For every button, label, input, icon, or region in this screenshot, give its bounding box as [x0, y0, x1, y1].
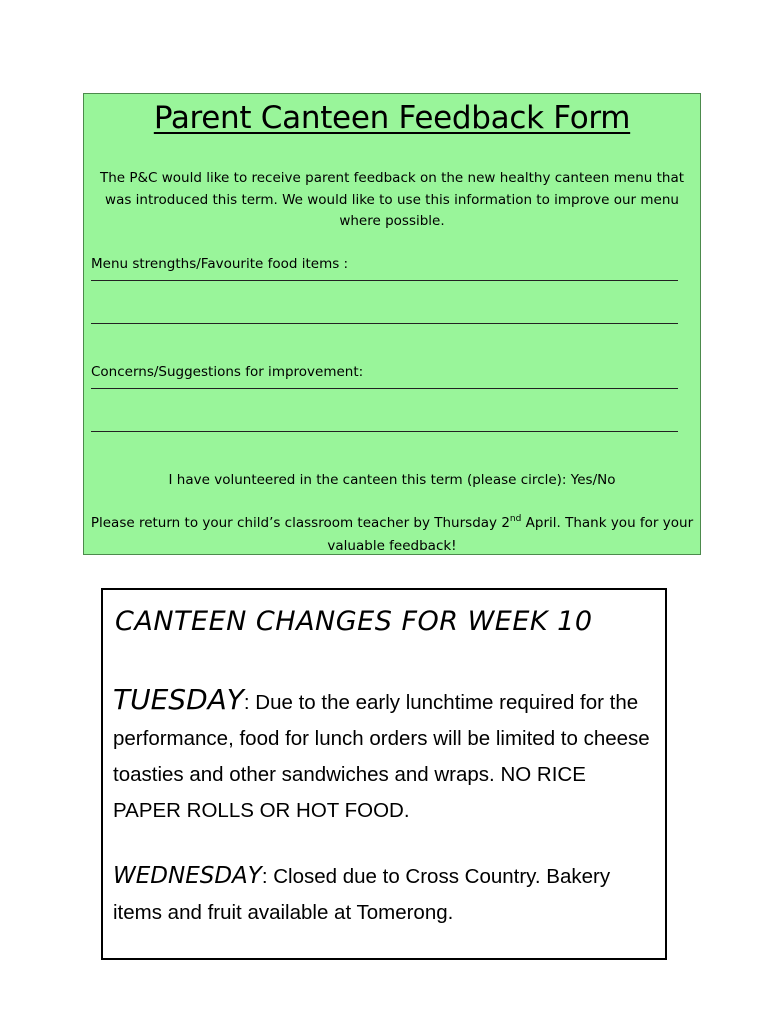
canteen-changes-box [101, 588, 667, 960]
strengths-label: Menu strengths/Favourite food items : [91, 256, 349, 272]
wednesday-notice [113, 858, 655, 931]
return-text-after: April. Thank you for your valuable feedback! [327, 515, 694, 554]
wednesday-label: WEDNESDAY [113, 863, 262, 889]
tuesday-notice [113, 682, 655, 829]
ordinal-suffix: nd [509, 513, 522, 524]
concerns-answer-line-2[interactable] [91, 431, 678, 432]
tuesday-label: TUESDAY [113, 683, 244, 716]
concerns-answer-line-1[interactable] [91, 388, 678, 389]
wednesday-text: : Closed due to Cross Country. Bakery items and fruit available at Tomerong. [113, 865, 611, 924]
changes-title: CANTEEN CHANGES FOR WEEK 10 [115, 606, 593, 637]
return-instructions [88, 512, 696, 558]
feedback-form-box [83, 93, 701, 555]
form-title: Parent Canteen Feedback Form [153, 100, 631, 136]
strengths-answer-line-2[interactable] [91, 323, 678, 324]
volunteer-question: I have volunteered in the canteen this term (please circle): Yes/No [168, 472, 616, 488]
return-text-before: Please return to your child’s classroom teacher by Thursday 2 [90, 515, 510, 531]
form-intro: The P&C would like to receive parent feedback on the new healthy canteen menu that was introduced this term. We would like to use this information to improve our menu where possible. [99, 170, 685, 229]
strengths-answer-line-1[interactable] [91, 280, 678, 281]
concerns-label: Concerns/Suggestions for improvement: [91, 364, 364, 380]
tuesday-text: : Due to the early lunchtime required for the performance, food for lunch orders will be limited to cheese toasties and other sandwiches and wraps. NO RICE PAPER ROLLS OR HOT FOOD. [113, 691, 650, 822]
